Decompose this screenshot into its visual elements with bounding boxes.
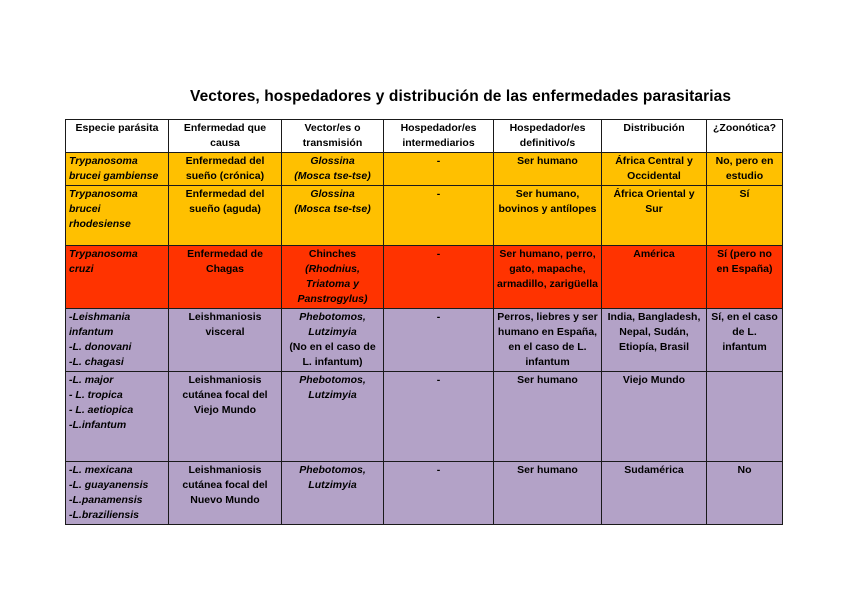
zoonotic-cell	[707, 372, 783, 462]
intermediate-cell: -	[384, 186, 494, 246]
vector-cell	[282, 246, 384, 309]
disease-cell: Leishmaniosis visceral	[169, 309, 282, 372]
species-cell	[66, 372, 169, 462]
vector-name: Glossina	[310, 188, 355, 200]
species-name: -L.infantum	[69, 419, 127, 431]
vector-cell	[282, 153, 384, 186]
species-cell	[66, 246, 169, 309]
header-definitive: Hospedador/es definitivo/s	[494, 120, 602, 153]
intermediate-cell: -	[384, 462, 494, 525]
species-cell	[66, 153, 169, 186]
species-name: -L. guayanensis	[69, 479, 149, 491]
parasite-table	[65, 119, 783, 525]
species-name: -L. donovani	[69, 341, 132, 353]
species-name: -L. mexicana	[69, 464, 133, 476]
disease-cell: Enfermedad del sueño (aguda)	[169, 186, 282, 246]
definitive-cell: Ser humano, bovinos y antílopes	[494, 186, 602, 246]
definitive-cell: Ser humano	[494, 372, 602, 462]
species-name: Trypanosoma cruzi	[69, 248, 138, 275]
header-disease: Enfermedad que causa	[169, 120, 282, 153]
table-row	[66, 309, 783, 372]
vector-note: (No en el caso de L. infantum)	[289, 341, 376, 368]
table-row	[66, 372, 783, 462]
definitive-cell: Ser humano	[494, 153, 602, 186]
zoonotic-cell: Sí, en el caso de L. infantum	[707, 309, 783, 372]
distribution-cell: África Central y Occidental	[602, 153, 707, 186]
disease-cell: Leishmaniosis cutánea focal del Viejo Mundo	[169, 372, 282, 462]
vector-name: Phebotomos, Lutzimyia	[299, 374, 366, 401]
species-name: -L.panamensis	[69, 494, 143, 506]
header-zoonotic: ¿Zoonótica?	[707, 120, 783, 153]
vector-note: (Rhodnius, Triatoma y Panstrogylus)	[297, 263, 368, 305]
table-header-row	[66, 120, 783, 153]
table-row	[66, 462, 783, 525]
zoonotic-cell: Sí (pero no en España)	[707, 246, 783, 309]
vector-name: Chinches	[308, 248, 357, 260]
table-row	[66, 246, 783, 309]
species-name: Trypanosoma brucei rhodesiense	[69, 188, 138, 230]
distribution-cell: India, Bangladesh, Nepal, Sudán, Etiopía, Brasil	[602, 309, 707, 372]
species-cell	[66, 462, 169, 525]
species-cell	[66, 186, 169, 246]
intermediate-cell: -	[384, 372, 494, 462]
vector-cell	[282, 309, 384, 372]
species-name: - L. tropica	[69, 389, 123, 401]
header-intermediate: Hospedador/es intermediarios	[384, 120, 494, 153]
intermediate-cell: -	[384, 153, 494, 186]
intermediate-cell: -	[384, 246, 494, 309]
definitive-cell: Ser humano, perro, gato, mapache, armadillo, zarigüella	[494, 246, 602, 309]
disease-cell: Leishmaniosis cutánea focal del Nuevo Mundo	[169, 462, 282, 525]
disease-cell: Enfermedad del sueño (crónica)	[169, 153, 282, 186]
definitive-cell: Ser humano	[494, 462, 602, 525]
distribution-cell: América	[602, 246, 707, 309]
vector-name: Glossina	[310, 155, 355, 167]
vector-note: (Mosca tse-tse)	[294, 203, 371, 215]
intermediate-cell: -	[384, 309, 494, 372]
zoonotic-cell: No	[707, 462, 783, 525]
disease-cell: Enfermedad de Chagas	[169, 246, 282, 309]
distribution-cell: Sudamérica	[602, 462, 707, 525]
species-name: -Leishmania infantum	[69, 311, 131, 338]
vector-cell	[282, 186, 384, 246]
definitive-cell: Perros, liebres y ser humano en España, en el caso de L. infantum	[494, 309, 602, 372]
species-name: - L. aetiopica	[69, 404, 134, 416]
header-vector: Vector/es o transmisión	[282, 120, 384, 153]
table-row	[66, 186, 783, 246]
species-cell	[66, 309, 169, 372]
species-name: -L.braziliensis	[69, 509, 140, 521]
vector-cell	[282, 462, 384, 525]
header-species: Especie parásita	[66, 120, 169, 153]
species-name: -L. chagasi	[69, 356, 124, 368]
vector-name: Phebotomos, Lutzimyia	[299, 464, 366, 491]
distribution-cell: Viejo Mundo	[602, 372, 707, 462]
zoonotic-cell: Sí	[707, 186, 783, 246]
page-title: Vectores, hospedadores y distribución de las enfermedades parasitarias	[190, 88, 732, 105]
species-name: Trypanosoma brucei gambiense	[69, 155, 159, 182]
table-row	[66, 153, 783, 186]
distribution-cell: África Oriental y Sur	[602, 186, 707, 246]
header-distribution: Distribución	[602, 120, 707, 153]
vector-cell	[282, 372, 384, 462]
vector-name: Phebotomos, Lutzimyia	[299, 311, 366, 338]
zoonotic-cell: No, pero en estudio	[707, 153, 783, 186]
species-name: -L. major	[69, 374, 114, 386]
vector-note: (Mosca tse-tse)	[294, 170, 371, 182]
